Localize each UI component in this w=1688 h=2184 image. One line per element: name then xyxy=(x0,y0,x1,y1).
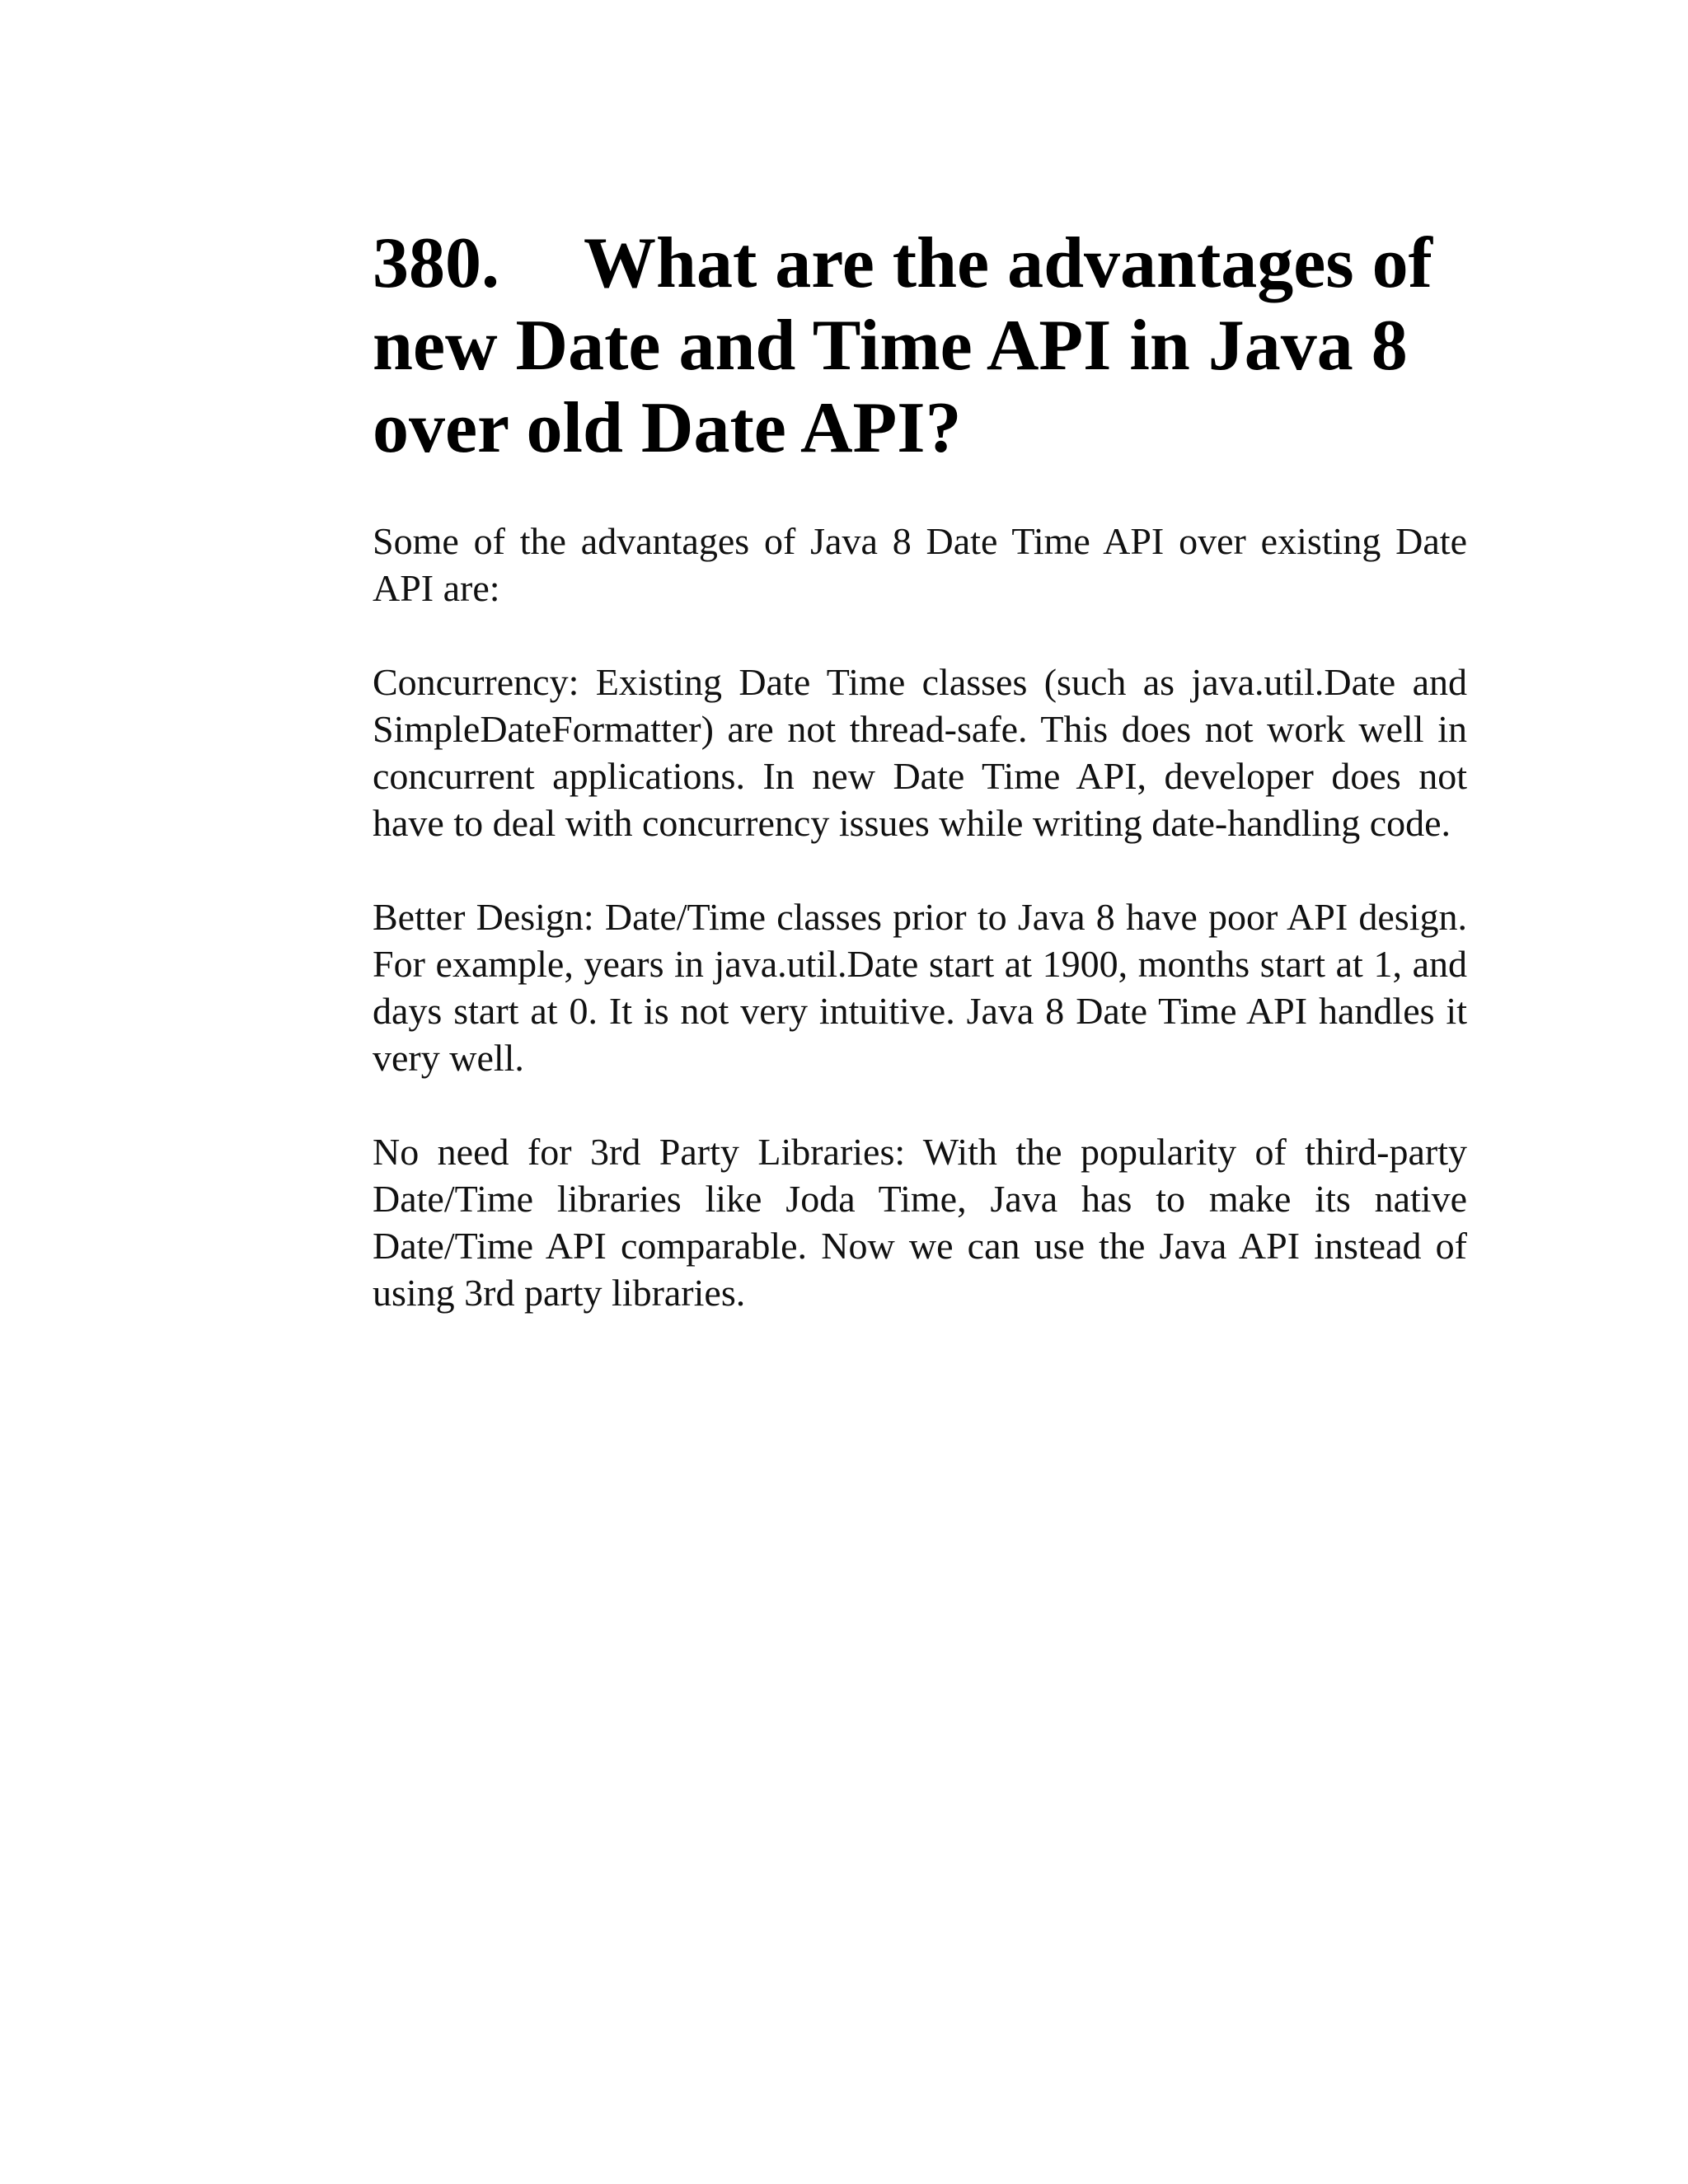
question-heading xyxy=(373,223,1467,470)
better-design-paragraph: Better Design: Date/Time classes prior to Java 8 have poor API design. For example, years in java.util.Date start at 1900, months start at 1, and days start at 0. It is not very intuitive. Java 8 Date Time API handles it very well. xyxy=(373,896,1467,1079)
document-page xyxy=(373,223,1467,1316)
intro-paragraph: Some of the advantages of Java 8 Date Time API over existing Date API are: xyxy=(373,520,1467,609)
question-title: What are the advantages of new Date and Time API in Java 8 over old Date API? xyxy=(373,223,1432,468)
concurrency-paragraph: Concurrency: Existing Date Time classes (such as java.util.Date and SimpleDateFormatter) are not thread-safe. This does not work well in concurrent applications. In new Date Time API, developer does not have to deal with concurrency issues while writing date-handling code. xyxy=(373,661,1467,844)
question-number: 380. xyxy=(373,223,499,303)
third-party-libraries-paragraph: No need for 3rd Party Libraries: With the popularity of third-party Date/Time libraries like Joda Time, Java has to make its native Date/Time API comparable. Now we can use the Java API instead of using 3rd party libraries. xyxy=(373,1131,1467,1314)
